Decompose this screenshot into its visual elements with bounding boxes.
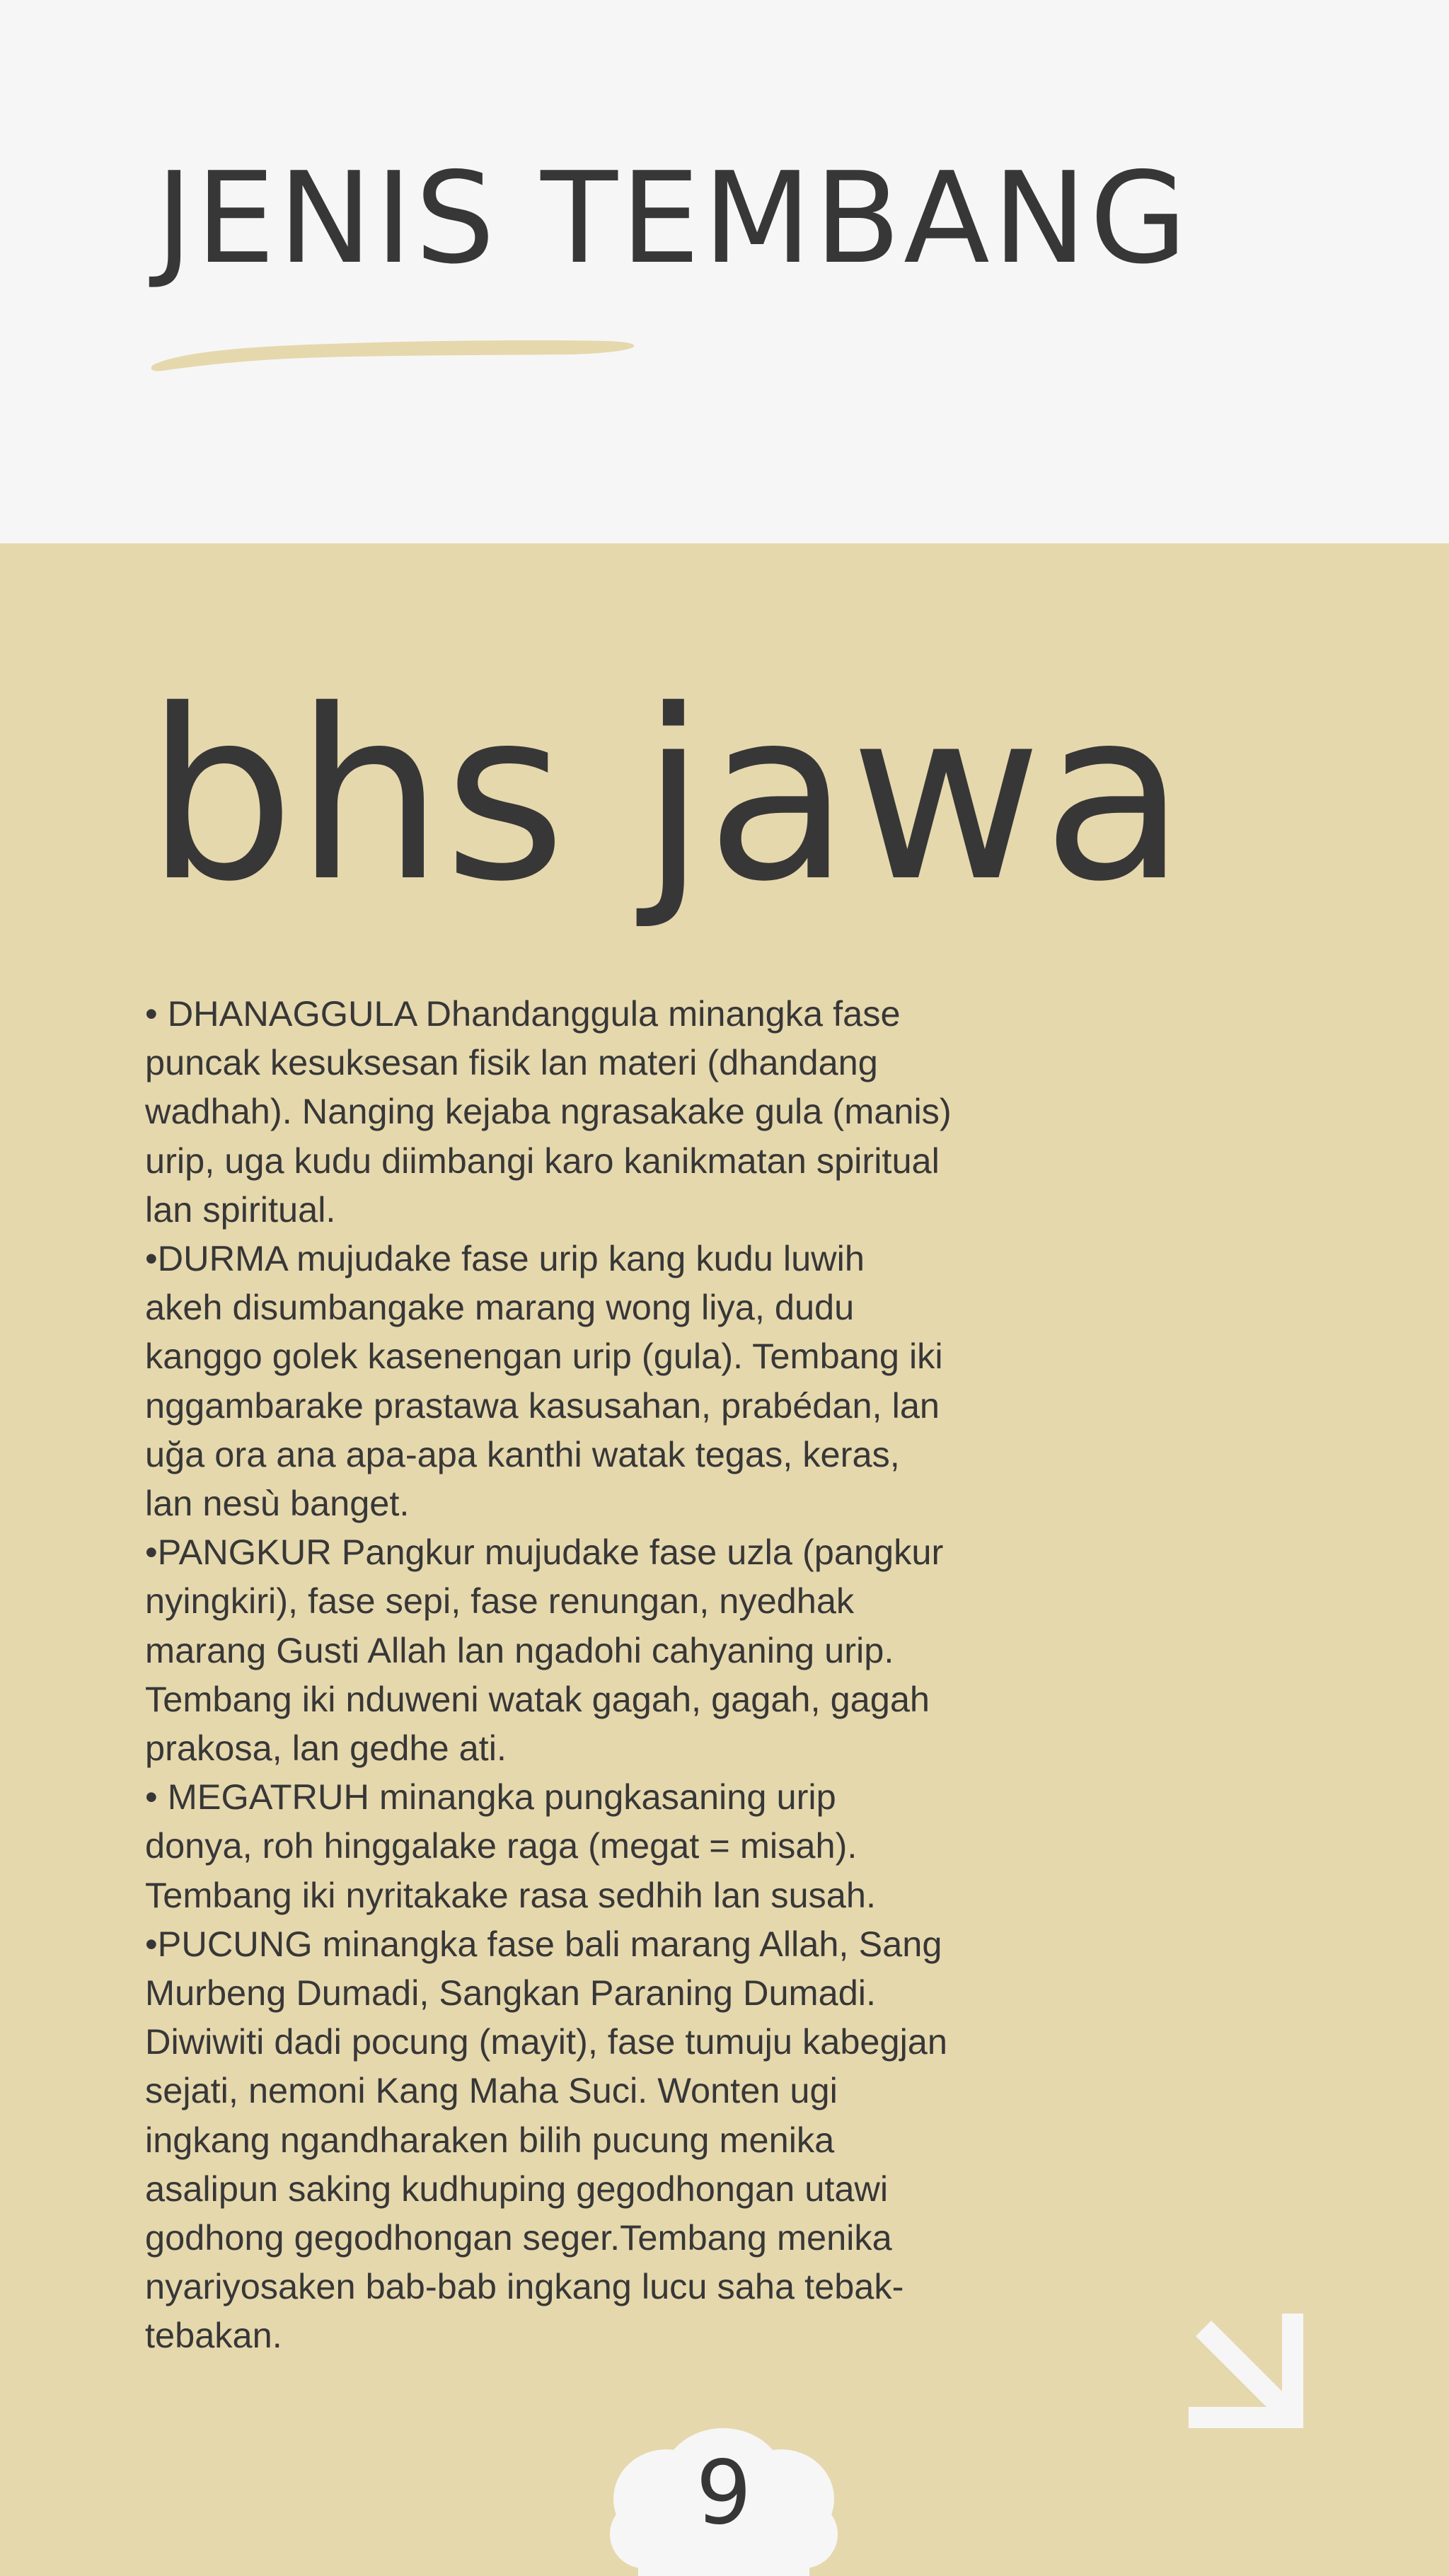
paragraph-dhanaggula: • DHANAGGULA Dhandanggula minangka fase puncak kesuksesan fisik lan materi (dhandang wadhah). Nanging kejaba ngrasakake gula (manis) urip, uga kudu diimbangi karo kanikmatan spiritual lan spiritual. <box>145 993 952 1230</box>
paragraph-megatruh: • MEGATRUH minangka pungkasaning urip donya, roh hinggalake raga (megat = misah). Tembang iki nyritakake rasa sedhih lan susah. <box>145 1777 877 1915</box>
paragraph-pangkur: •PANGKUR Pangkur mujudake fase uzla (pangkur nyingkiri), fase sepi, fase renungan, nyedhak marang Gusti Allah lan ngadohi cahyaning urip. Tembang iki nduweni watak gagah, gagah, gagah prakosa, lan gedhe ati. <box>145 1532 944 1769</box>
page-number: 9 <box>695 2442 752 2544</box>
brush-underline <box>147 323 642 379</box>
paragraph-pucung: •PUCUNG minangka fase bali marang Allah, Sang Murbeng Dumadi, Sangkan Paraning Dumadi. Diwiwiti dadi pocung (mayit), fase tumuju kabegjan sejati, nemoni Kang Maha Suci. Wonten ugi ingkang ngandharaken bilih pucung menika asalipun saking kudhuping gegodhongan utawi godhong gegodhongan seger.Tembang menika nyariyosaken bab-bab ingkang lucu saha tebak-tebakan. <box>145 1923 947 2356</box>
tembang-description <box>145 989 952 2360</box>
subject-title: bhs jawa <box>146 660 1187 933</box>
paragraph-durma: •DURMA mujudake fase urip kang kudu luwih akeh disumbangake marang wong liya, dudu kanggo golek kasenengan urip (gula). Tembang iki nggambarake prastawa kasusahan, prabédan, lan uğa ora ana apa-apa kanthi watak tegas, keras, lan nesù banget. <box>145 1238 943 1524</box>
arrow-down-right-icon[interactable] <box>1189 2314 1303 2428</box>
page-title: JENIS TEMBANG <box>156 145 1190 291</box>
